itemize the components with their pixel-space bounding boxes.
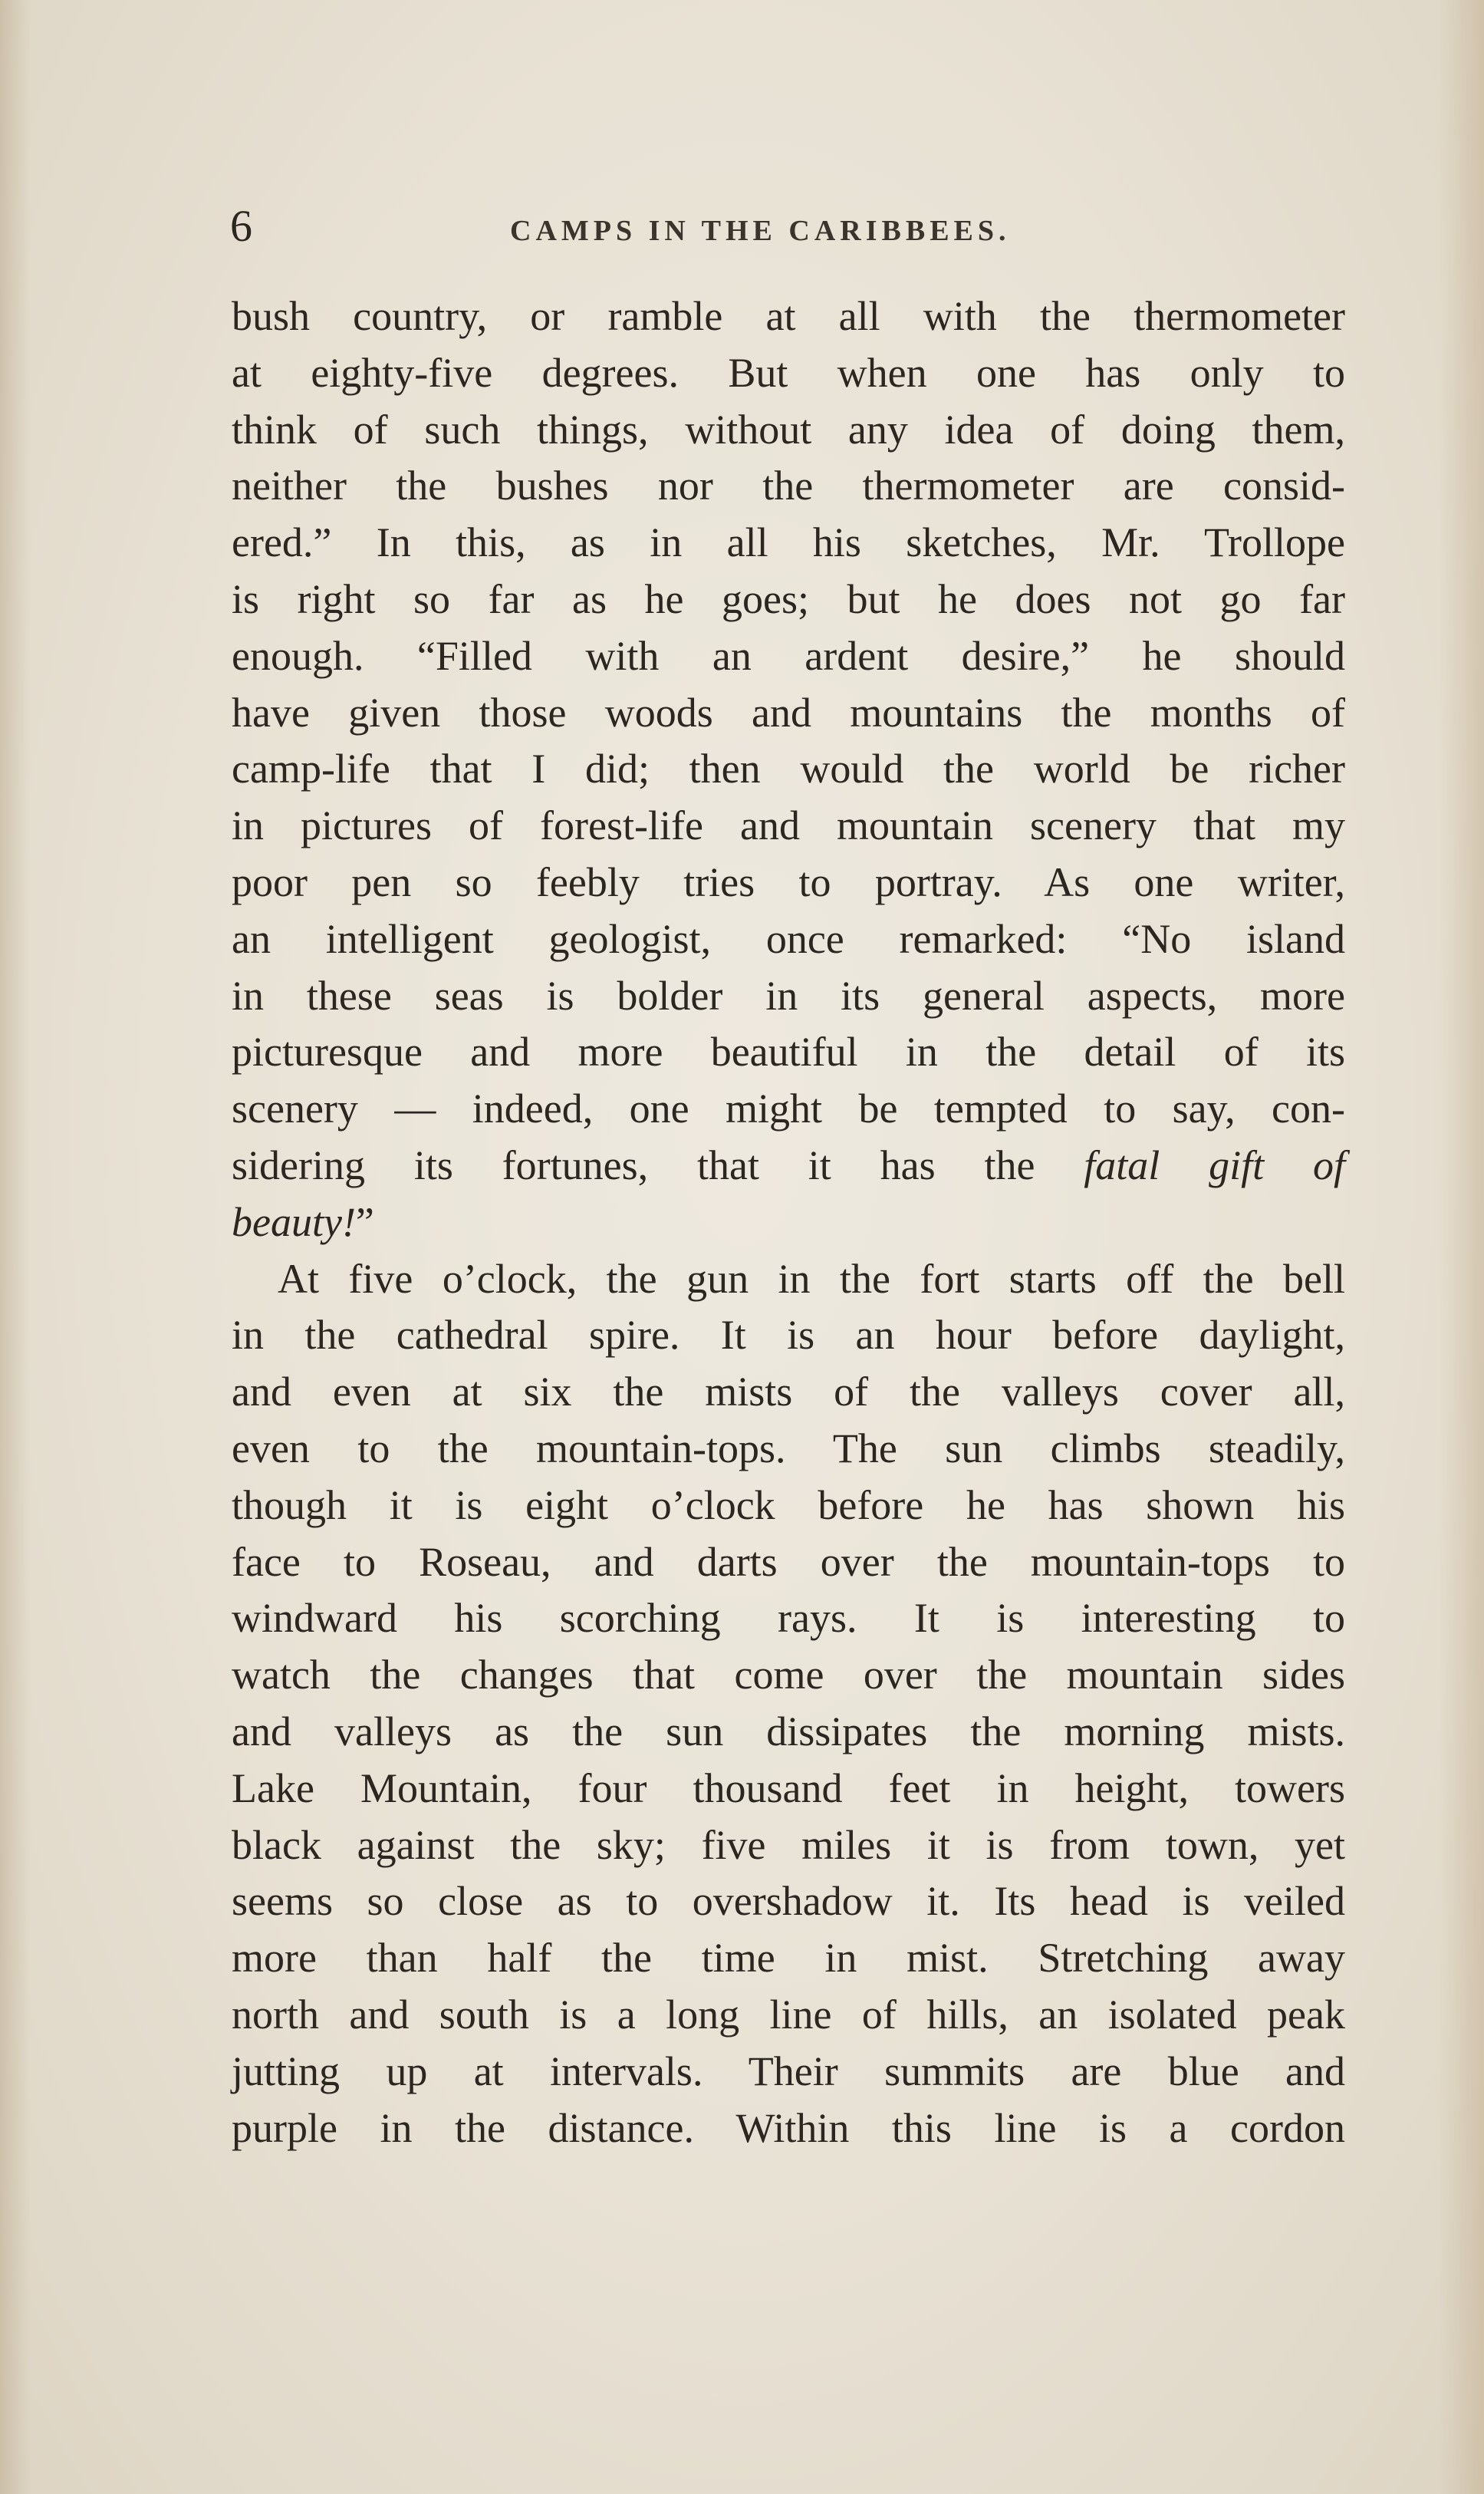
text-line: in pictures of forest-life and mountain scenery that my [232,802,1345,849]
page-number: 6 [230,201,252,251]
text-line: Lake Mountain, four thousand feet in height, towers [232,1764,1345,1811]
text-line: face to Roseau, and darts over the mountain-tops to [232,1538,1345,1585]
text-line: jutting up at intervals. Their summits are blue and [232,2048,1345,2094]
paragraph-start: At five o’clock, the gun in the fort starts off the bell [278,1255,1345,1302]
text-line: scenery — indeed, one might be tempted to say, con- [232,1086,1345,1132]
italic-phrase: beauty! [232,1198,356,1245]
text-line: think of such things, without any idea of doing them, [232,406,1345,453]
text-line: camp-life that I did; then would the world be richer [232,746,1345,792]
text-segment: sidering its fortunes, that it has the [232,1142,1035,1188]
text-line: seems so close as to overshadow it. Its head is veiled [232,1878,1345,1925]
text-line: though it is eight o’clock before he has shown his [232,1481,1345,1528]
text-line: watch the changes that come over the mountain sides [232,1652,1345,1698]
text-line: windward his scorching rays. It is interesting to [232,1595,1345,1642]
text-line: picturesque and more beautiful in the detail of its [232,1029,1345,1076]
running-head: CAMPS IN THE CARIBBEES. [510,215,1011,247]
text-line: ered.” In this, as in all his sketches, Mr. Trollope [232,519,1345,566]
text-line: more than half the time in mist. Stretching away [232,1935,1345,1982]
text-line: even to the mountain-tops. The sun climbs steadily, [232,1425,1345,1471]
page-edge-left [0,0,31,2494]
text-line: purple in the distance. Within this line is a cordon [232,2104,1345,2151]
text-line: and even at six the mists of the valleys cover all, [232,1369,1345,1415]
text-line: is right so far as he goes; but he does not go far [232,575,1345,622]
text-line: in the cathedral spire. It is an hour before daylight, [232,1312,1345,1359]
text-line: in these seas is bolder in its general aspects, more [232,972,1345,1019]
text-line: and valleys as the sun dissipates the morning mists. [232,1708,1345,1754]
text-line: north and south is a long line of hills, an isolated peak [232,1991,1345,2038]
text-line: an intelligent geologist, once remarked: “No island [232,915,1345,962]
text-line: have given those woods and mountains the months of [232,689,1345,736]
text-line: enough. “Filled with an ardent desire,” he should [232,632,1345,679]
text-line-with-italic [232,1138,1345,1194]
text-line: black against the sky; five miles it is from town, yet [232,1821,1345,1868]
page-header [230,196,1350,257]
closing-quote: ” [355,1198,374,1245]
text-line: poor pen so feebly tries to portray. As one writer, [232,858,1345,905]
text-line: at eighty-five degrees. But when one has only to [232,349,1345,396]
text-line-italic-end [232,1194,1345,1251]
body-text [232,288,1345,2156]
italic-phrase: fatal gift of [1084,1142,1345,1188]
page-edge-right [1438,0,1484,2494]
text-line: bush country, or ramble at all with the thermometer [232,293,1345,339]
text-line: neither the bushes nor the thermometer are consid- [232,463,1345,509]
